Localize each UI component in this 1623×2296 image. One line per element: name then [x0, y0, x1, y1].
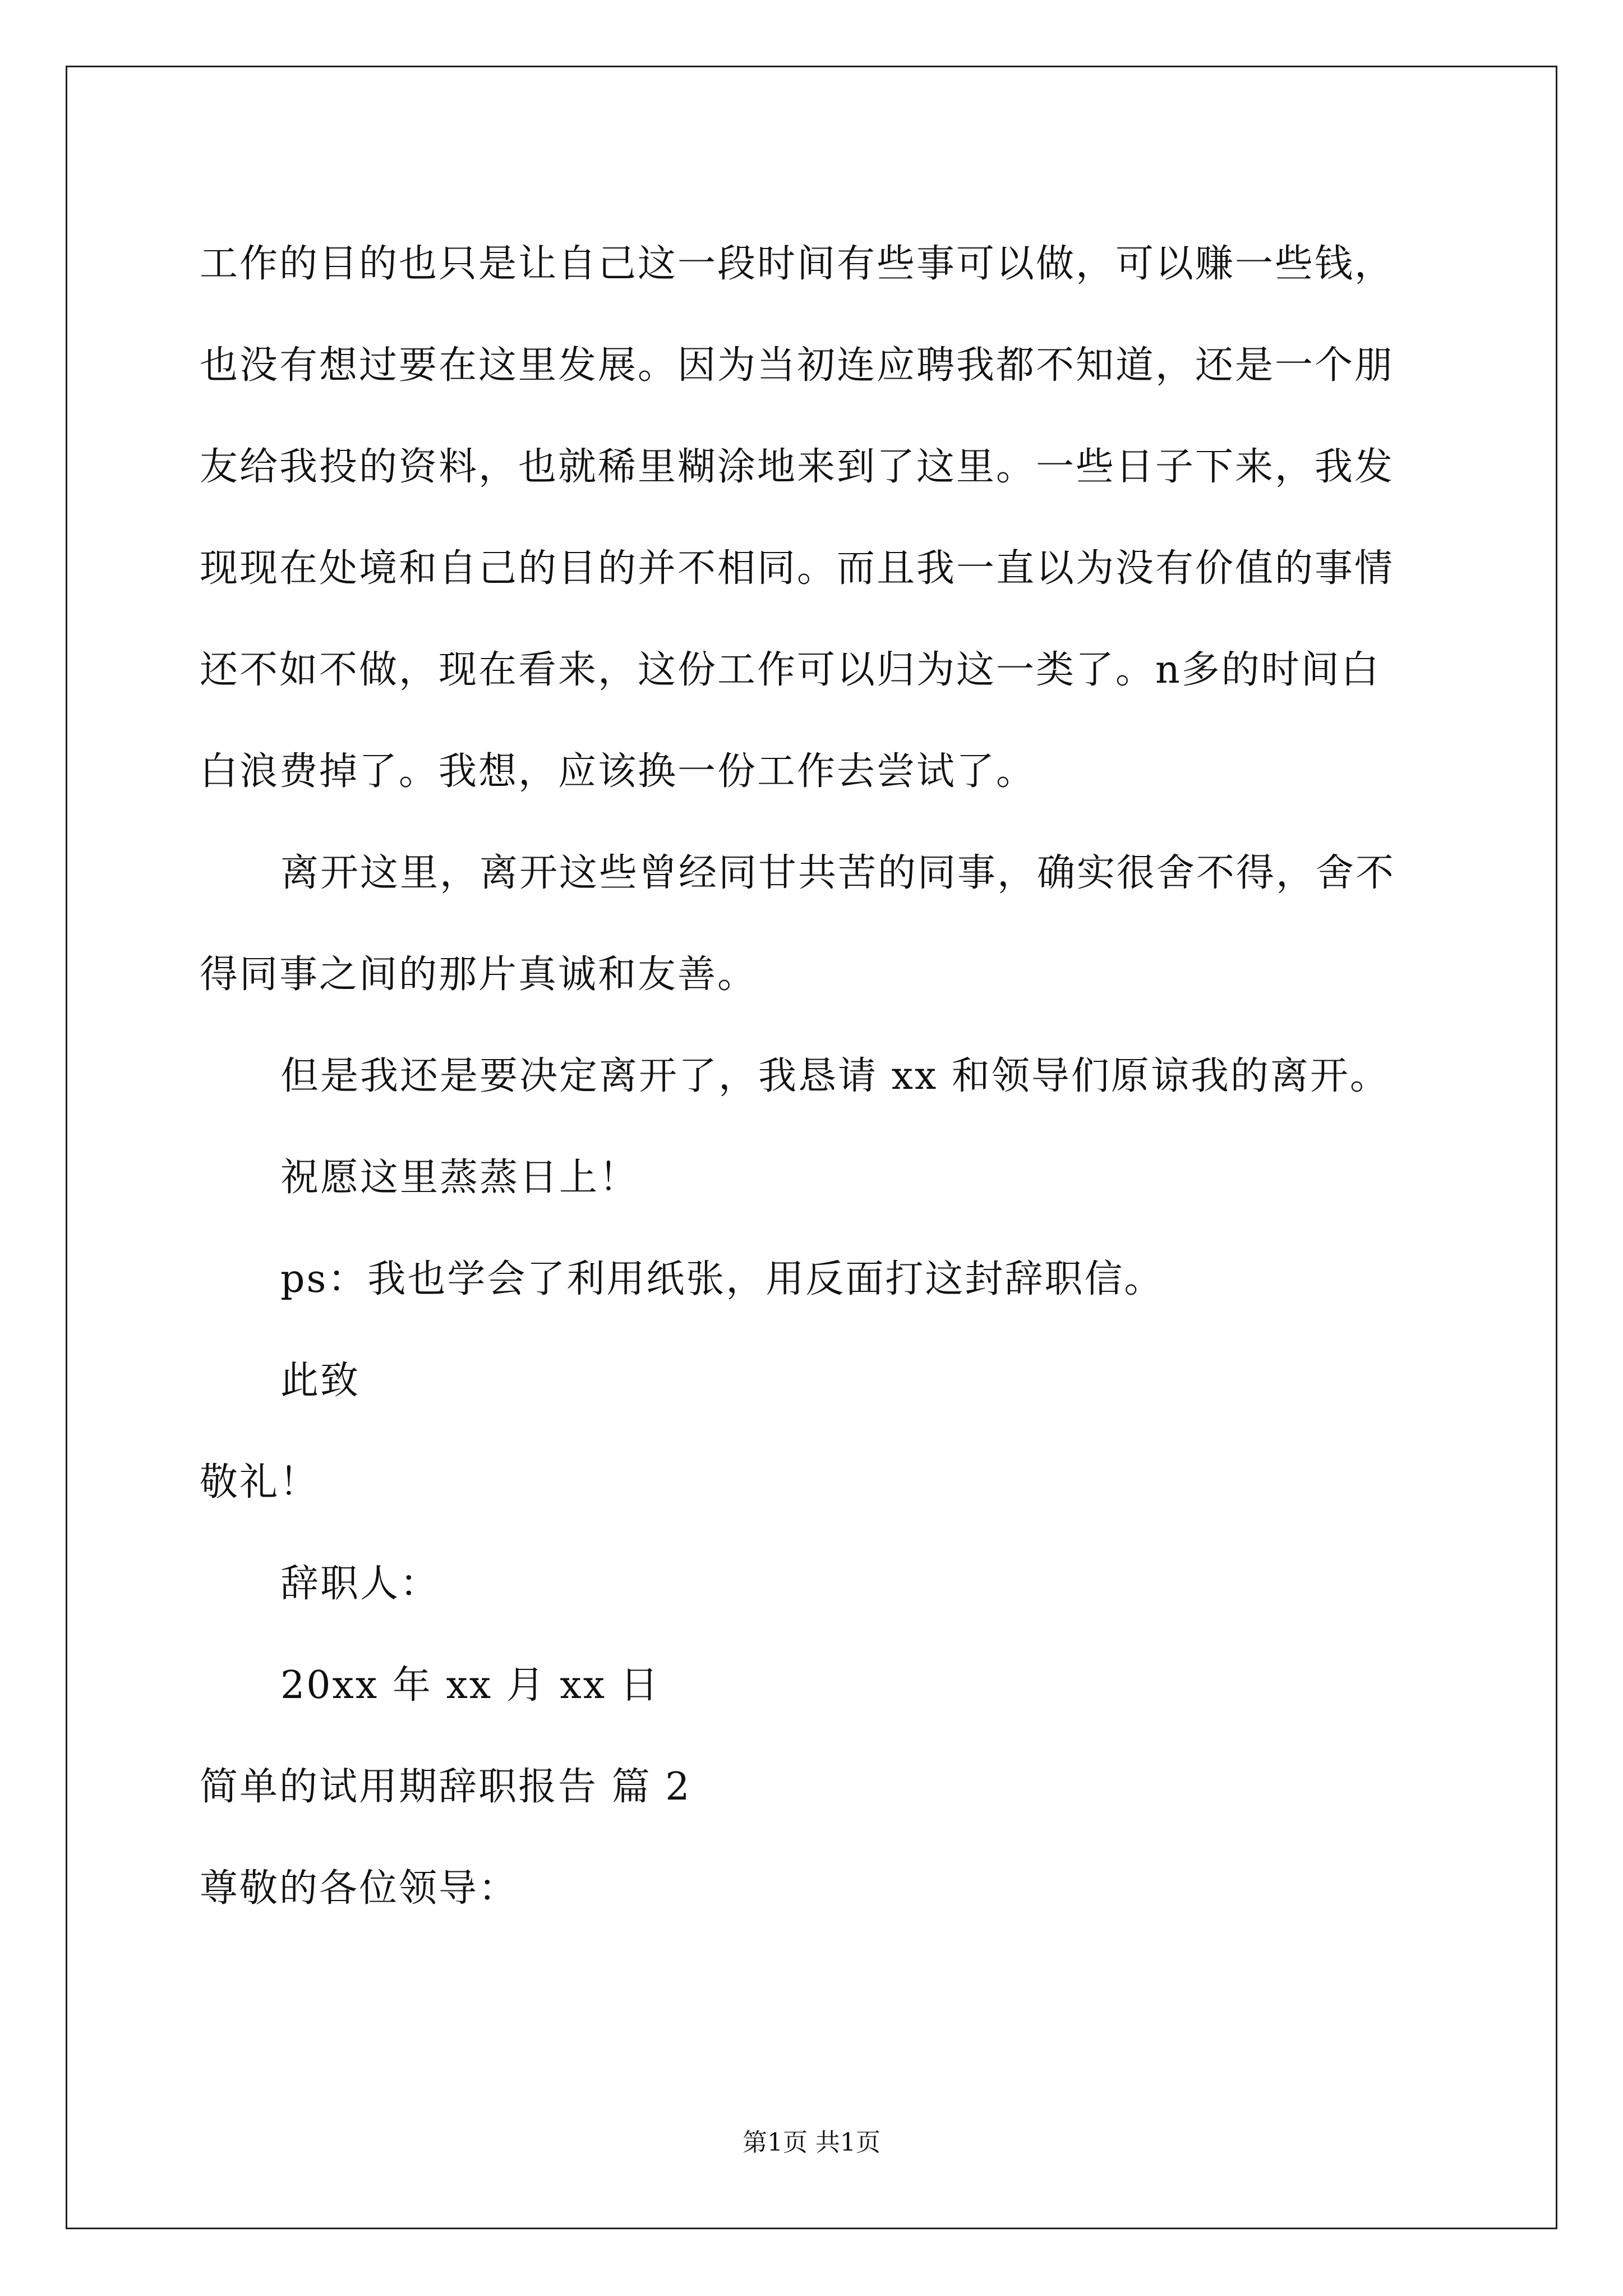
paragraph-line: 还不如不做，现在看来，这份工作可以归为这一类了。n多的时间白 [200, 648, 1381, 692]
paragraph-line: 也没有想过要在这里发展。因为当初连应聘我都不知道，还是一个朋 [200, 343, 1395, 388]
document-body [200, 213, 1433, 1939]
paragraph-line: 现现在处境和自己的目的并不相同。而且我一直以为没有价值的事情 [200, 546, 1395, 591]
closing-line-2: 敬礼！ [200, 1460, 320, 1504]
page-footer: 第1页 共1页 [743, 2128, 880, 2157]
paragraph-line: 友给我投的资料，也就稀里糊涂地来到了这里。一些日子下来，我发 [200, 445, 1395, 489]
paragraph-line: 离开这里，离开这些曾经同甘共苦的同事，确实很舍不得，舍不 [280, 851, 1396, 895]
paragraph-line: 白浪费掉了。我想，应该换一份工作去尝试了。 [200, 749, 1036, 794]
paragraph-1 [200, 213, 1433, 822]
salutation: 尊敬的各位领导： [200, 1866, 519, 1911]
paragraph-4: 祝愿这里蒸蒸日上！ [280, 1156, 639, 1200]
paragraph-line: 工作的目的也只是让自己这一段时间有些事可以做，可以赚一些钱， [200, 242, 1395, 286]
paragraph-3: 但是我还是要决定离开了，我恳请 xx 和领导们原谅我的离开。 [280, 1054, 1390, 1098]
paragraph-2 [200, 822, 1433, 1025]
paragraph-line: 得同事之间的那片真诚和友善。 [200, 953, 758, 997]
section-heading: 简单的试用期辞职报告 篇 2 [200, 1765, 691, 1809]
date-line: 20xx 年 xx 月 xx 日 [280, 1663, 660, 1708]
paragraph-5: ps：我也学会了利用纸张，用反面打这封辞职信。 [280, 1257, 1164, 1301]
closing-line-1: 此致 [280, 1359, 361, 1403]
signature-label: 辞职人： [280, 1562, 440, 1606]
